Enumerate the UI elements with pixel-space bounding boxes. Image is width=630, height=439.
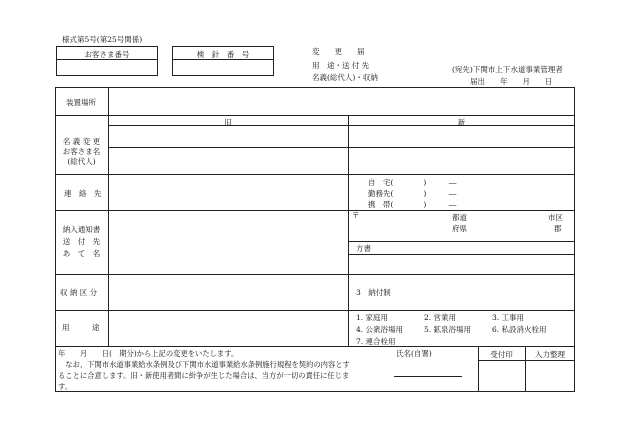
todofuken-label: 都道 bbox=[452, 213, 467, 222]
usage-option[interactable]: 5. 鉱泉浴場用 bbox=[424, 325, 472, 334]
fuken-label: 府県 bbox=[452, 224, 467, 233]
usage-option[interactable]: 3. 工事用 bbox=[492, 313, 525, 322]
addressee: (宛先)下関市上下水道事業管理者 bbox=[452, 65, 563, 74]
gun-label: 郡 bbox=[554, 224, 562, 233]
usage-option[interactable]: 6. 私設消火栓用 bbox=[492, 325, 547, 334]
meter-number-field[interactable] bbox=[174, 64, 270, 75]
usage-label: 用 途 bbox=[62, 323, 100, 332]
contact-home[interactable]: 自 宅( ) ― bbox=[368, 178, 457, 187]
title-line-2: 用 途・送 付 先 bbox=[312, 61, 370, 70]
contact-mobile[interactable]: 携 帯( ) ― bbox=[368, 200, 457, 209]
new-addressee-field[interactable] bbox=[350, 256, 573, 272]
shiku-label: 市区 bbox=[548, 213, 563, 222]
signature-label: 氏名(自署) bbox=[396, 349, 432, 358]
input-check-label: 入力整理 bbox=[535, 350, 565, 359]
notice-destination-label: 納入通知書 送 付 先 あ て 名 bbox=[62, 225, 101, 258]
customer-number-label: お客さま番号 bbox=[84, 50, 130, 59]
customer-number-field[interactable] bbox=[58, 64, 154, 75]
install-place-field[interactable] bbox=[110, 89, 573, 113]
old-name-field[interactable] bbox=[110, 127, 346, 172]
title-line-3: 名義(総代人)・収納 bbox=[312, 73, 378, 82]
name-change-label: 名 義 変 更 お客さま名 (総代人) bbox=[62, 137, 101, 166]
old-header: 旧 bbox=[224, 118, 232, 127]
usage-option[interactable]: 4. 公衆浴場用 bbox=[356, 325, 404, 334]
title-line-1: 変 更 届 bbox=[312, 47, 365, 56]
signature-field[interactable] bbox=[394, 358, 466, 376]
old-notice-field[interactable] bbox=[110, 212, 346, 272]
contact-work[interactable]: 勤務先( ) ― bbox=[368, 189, 457, 198]
footer-statement: 年 月 日( 期分)から上記の変更をいたします。 なお、下関市水道事業給水条例及び下関市水道事業給水条例施行規程を契約の内容とす ることに合意します。旧・新使用者間に紛争が生じた場合は、当方が一切の責任に任じま す。 bbox=[58, 349, 350, 391]
payment-type-value: 3 納付制 bbox=[356, 288, 391, 297]
payment-type-label: 収 納 区 分 bbox=[60, 288, 98, 297]
submission-date: 届出 年 月 日 bbox=[470, 77, 553, 86]
old-payment-field[interactable] bbox=[110, 276, 346, 308]
old-usage-field[interactable] bbox=[110, 312, 346, 344]
new-name-field[interactable] bbox=[350, 127, 573, 172]
old-contact-field[interactable] bbox=[110, 176, 346, 208]
usage-option[interactable]: 2. 営業用 bbox=[424, 313, 457, 322]
usage-option[interactable]: 7. 連合栓用 bbox=[356, 337, 396, 346]
received-stamp-label: 受付印 bbox=[490, 350, 513, 359]
katagaki-label: 方書 bbox=[356, 244, 371, 253]
usage-option[interactable]: 1. 家庭用 bbox=[356, 313, 389, 322]
postal-mark: 〒 bbox=[352, 211, 360, 220]
form-id: 様式第5号(第25号関係) bbox=[62, 35, 143, 44]
contact-label: 連 絡 先 bbox=[64, 189, 102, 198]
meter-number-label: 検 針 番 号 bbox=[196, 50, 250, 59]
signature-line bbox=[394, 376, 462, 377]
new-header: 新 bbox=[457, 118, 466, 127]
install-place-label: 装置場所 bbox=[66, 98, 96, 107]
